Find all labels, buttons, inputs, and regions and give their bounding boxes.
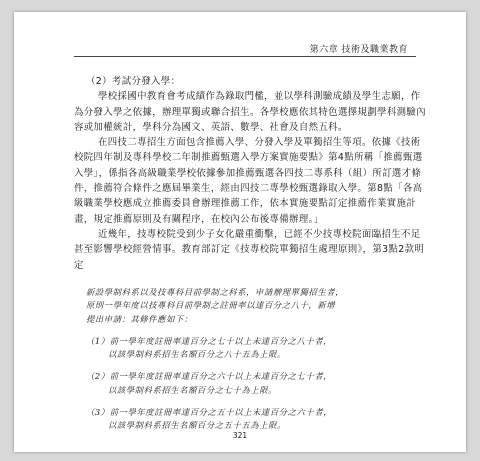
document-page	[14, 12, 466, 452]
text-line: 臨招生不足甚至影響學校經營情事。教育部訂定《技專校院單獨招生	[74, 228, 421, 256]
item-label: （3）	[86, 407, 110, 418]
text-line: 社會及自然五科。	[269, 121, 348, 133]
quote-intro	[86, 286, 422, 326]
text-line: 依據《技術校院四年制及專科學校二年制推薦甄選入學方案實施要點》	[74, 137, 421, 164]
quote-line: 新設學制科系以及技專科目前學制之科系，申請辦理單獨招生者，	[86, 287, 345, 297]
item-label: （2）	[86, 371, 110, 382]
quote-item	[86, 370, 422, 397]
section-heading: （2）考試分發入學：	[86, 76, 181, 87]
text-line: 經由四技二專學校甄選錄取入學。第8點「各高級職業學校應成立推	[74, 183, 423, 210]
text-line: 學校採國中教育會考成績作為錄取門檻，並以學科測驗成績及學	[98, 91, 372, 103]
text-line: 在四技二專招生方面包含推薦入學、分發入學及單獨招生等項。	[98, 137, 372, 149]
item-line: 前一學年度註冊率達百分之五十以上未達百分之六十者，	[109, 407, 333, 418]
item-line: 以該學制科系招生名額百分之七十為上限。	[108, 384, 278, 395]
quote-line: 提出申請：其條件應如下：	[86, 313, 193, 324]
text-line: 推薦原則及有關程序，在校內公布後專備辦理。」	[113, 213, 324, 225]
header-rule	[74, 56, 416, 57]
text-line: 選各四技二專系科（組）所訂選才條件，推薦符合條件之應屆畢業生，	[74, 167, 422, 195]
item-line: 以該學制科系招生名額百分之八十五為上限。	[108, 349, 286, 360]
text-line: 近幾年，技專校院受到少子女化嚴重衝擊，已經不少技專校院面	[98, 228, 372, 240]
text-line: 薦委員會辦理推薦工作，依本實施要點訂定推薦作業實施計畫，規定	[74, 198, 417, 225]
page-number: 321	[232, 431, 248, 440]
item-label: （1）	[86, 335, 110, 346]
text-line: 特色選擇規劃學科測驗內容或加權統計，學科分為國文、英語、數學、	[74, 106, 426, 133]
quote-line: 原則一學年度以技專科目前學制之註冊率以達百分之八十，新增	[86, 300, 336, 311]
item-line: 以該學制科系招生名額百分之五十五為上限。	[108, 420, 286, 431]
body-text	[74, 74, 430, 273]
chapter-header: 第六章 技術及職業教育	[309, 45, 408, 55]
text-line: 生志願，作為分發入學之依據，辦理單獨或聯合招生。各學校應依其	[74, 91, 421, 118]
text-line: 處理原則》，第3點2款明定	[74, 244, 425, 271]
quote-item	[86, 335, 422, 362]
item-line: 前一學年度註冊率達百分之六十以上未達百分之七十者，	[109, 371, 333, 382]
text-line: 第4點所稱「推薦甄選入學」，係指各高級職業學校依據參加推薦甄	[74, 152, 423, 179]
paragraph-3	[74, 227, 430, 273]
quoted-regulation	[86, 286, 422, 433]
paragraph-1	[74, 89, 430, 135]
paragraph-2	[74, 135, 430, 227]
item-line: 前一學年度註冊率達百分之七十以上未達百分之八十者，	[109, 335, 333, 346]
quote-item	[86, 406, 422, 433]
